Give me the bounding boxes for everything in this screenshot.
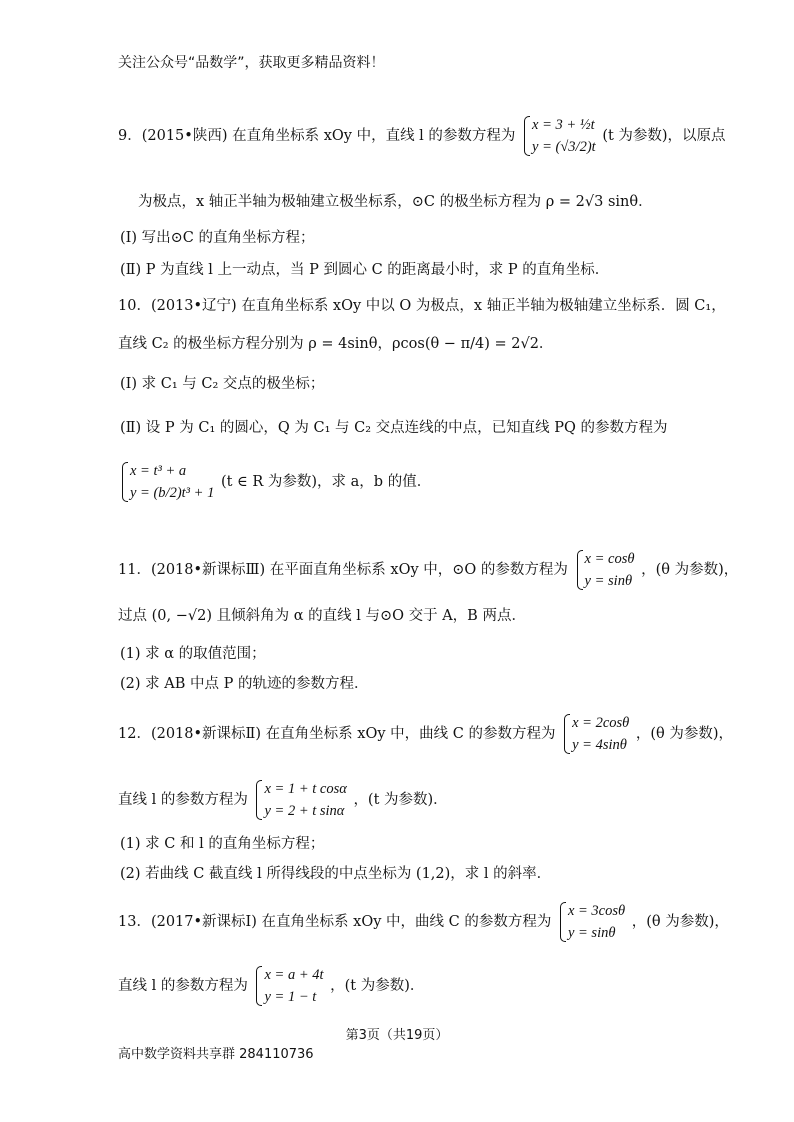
problem-10-tail: (t ∈ R 为参数)，求 a，b 的值． [220, 474, 432, 490]
problem-10-system-line [118, 460, 431, 504]
problem-13-lead: 13．(2017•新课标Ⅰ) 在直角坐标系 xOy 中，曲线 C 的参数方程为 [118, 914, 552, 930]
share-group-footer: 高中数学资料共享群 284110736 [118, 1047, 314, 1062]
problem-12-tail: ，(θ 为参数)， [635, 726, 734, 742]
problem-12-lead: 12．(2018•新课标Ⅱ) 在直角坐标系 xOy 中，曲线 C 的参数方程为 [118, 726, 556, 742]
problem-12-line-eq-y: y = 2 + t sinα [264, 803, 345, 819]
problem-11-statement [118, 548, 738, 592]
problem-10-question-2: (Ⅱ) 设 P 为 C₁ 的圆心，Q 为 C₁ 与 C₂ 交点连线的中点，已知直线 PQ 的参数方程为 [120, 420, 668, 436]
page-number: 第3页（共19页） [345, 1028, 449, 1043]
problem-12-system-l [254, 778, 346, 822]
problem-10-question-1: (Ⅰ) 求 C₁ 与 C₂ 交点的极坐标； [120, 376, 325, 392]
problem-13-tail2: ，(t 为参数)． [330, 978, 425, 994]
problem-12-question-1: (1) 求 C 和 l 的直角坐标方程； [120, 836, 325, 852]
problem-11-tail: ，(θ 为参数)， [641, 562, 739, 578]
problem-9-question-1: (Ⅰ) 写出⊙C 的直角坐标方程； [120, 230, 315, 246]
problem-11-lead: 11．(2018•新课标Ⅲ) 在平面直角坐标系 xOy 中，⊙O 的参数方程为 [118, 562, 568, 578]
problem-13-tail: ，(θ 为参数)， [631, 914, 729, 930]
problem-11-eq-x: x = cosθ [584, 551, 635, 567]
problem-12-line-statement [118, 778, 448, 822]
problem-9-eq-y: y = (√3/2)t [532, 139, 596, 155]
promo-header: 关注公众号“品数学”，获取更多精品资料！ [118, 55, 385, 71]
problem-9-statement [118, 114, 726, 158]
problem-9-question-2: (Ⅱ) P 为直线 l 上一动点，当 P 到圆心 C 的距离最小时，求 P 的直角坐标． [120, 262, 610, 278]
problem-11-system [575, 548, 635, 592]
problem-13-eq-x: x = 3cosθ [567, 903, 626, 919]
problem-12-line-eq-x: x = 1 + t cosα [264, 781, 347, 797]
problem-9-line2: 为极点，x 轴正半轴为极轴建立极坐标系，⊙C 的极坐标方程为 ρ = 2√3 sinθ． [138, 194, 653, 210]
problem-12-question-2: (2) 若曲线 C 截直线 l 所得线段的中点坐标为 (1,2)，求 l 的斜率． [120, 866, 552, 882]
problem-9-lead: 9．(2015•陕西) 在直角坐标系 xOy 中，直线 l 的参数方程为 [118, 128, 516, 144]
problem-10-eq-y: y = (b/2)t³ + 1 [130, 485, 215, 501]
problem-9-system [522, 114, 596, 158]
problem-9-tail: (t 为参数)，以原点 [602, 128, 726, 144]
problem-12-eq-y: y = 4sinθ [572, 737, 627, 753]
problem-13-system-l [254, 964, 323, 1008]
problem-11-question-2: (2) 求 AB 中点 P 的轨迹的参数方程． [120, 676, 369, 692]
problem-10-eq-x: x = t³ + a [130, 463, 187, 479]
problem-11-question-1: (1) 求 α 的取值范围； [120, 646, 266, 662]
problem-12-statement [118, 712, 733, 756]
problem-13-lead2: 直线 l 的参数方程为 [118, 978, 248, 994]
problem-11-line2: 过点 (0, −√2) 且倾斜角为 α 的直线 l 与⊙O 交于 A，B 两点． [118, 608, 526, 624]
problem-13-statement [118, 900, 729, 944]
problem-13-line-eq-x: x = a + 4t [264, 967, 324, 983]
problem-12-eq-x: x = 2cosθ [572, 715, 630, 731]
problem-10-system [120, 460, 214, 504]
problem-11-eq-y: y = sinθ [584, 573, 633, 589]
problem-13-eq-y: y = sinθ [567, 925, 616, 941]
problem-13-line-statement [118, 964, 424, 1008]
problem-12-tail2: ，(t 为参数)． [353, 792, 448, 808]
problem-10-line2: 直线 C₂ 的极坐标方程分别为 ρ = 4sinθ，ρcos(θ − π/4) = 2√2． [118, 336, 554, 352]
problem-13-line-eq-y: y = 1 − t [264, 989, 317, 1005]
problem-12-system-c [562, 712, 629, 756]
problem-13-system-c [558, 900, 625, 944]
problem-12-lead2: 直线 l 的参数方程为 [118, 792, 248, 808]
problem-9-eq-x: x = 3 + ½t [532, 117, 595, 133]
problem-10-line1: 10．(2013•辽宁) 在直角坐标系 xOy 中以 O 为极点，x 轴正半轴为极轴建立坐标系．圆 C₁， [118, 298, 726, 314]
